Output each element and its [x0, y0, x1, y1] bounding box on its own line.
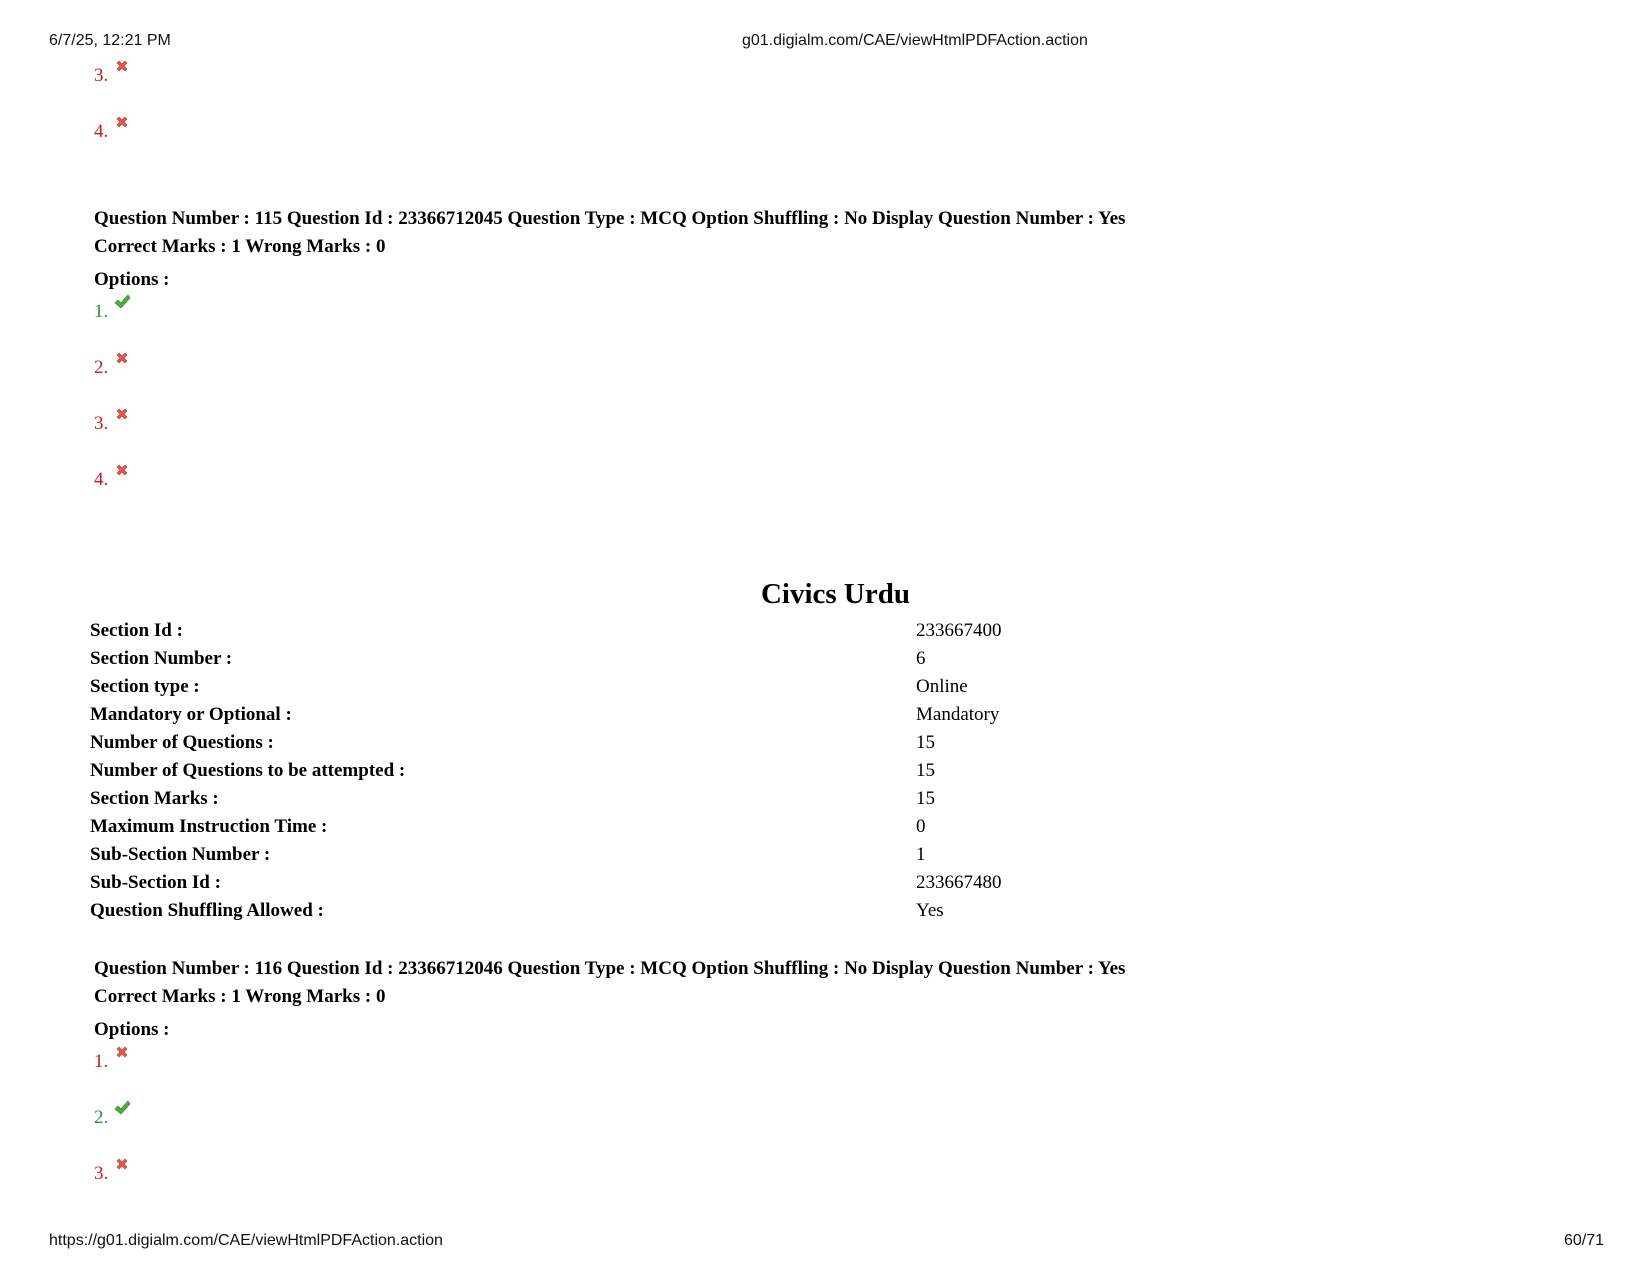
- question-115-option-2: [94, 357, 131, 379]
- section-marks-label: Section Marks :: [90, 788, 219, 809]
- option-number: 3.: [94, 65, 109, 86]
- section-marks-value: 15: [916, 788, 935, 809]
- question-116-marks: Correct Marks : 1 Wrong Marks : 0: [94, 986, 386, 1007]
- question-115-option-1: [94, 301, 131, 323]
- cross-icon: [113, 57, 131, 75]
- option-number: 1.: [94, 301, 109, 322]
- option-number: 2.: [94, 1107, 109, 1128]
- questions-attempted-label: Number of Questions to be attempted :: [90, 760, 406, 781]
- question-115-option-4: [94, 469, 131, 491]
- instruction-time-label: Maximum Instruction Time :: [90, 816, 328, 837]
- question-115-options-label: Options :: [94, 269, 170, 290]
- section-type-value: Online: [916, 676, 968, 697]
- cross-icon: [113, 461, 131, 479]
- option-number: 2.: [94, 357, 109, 378]
- questions-attempted-value: 15: [916, 760, 935, 781]
- print-datetime: 6/7/25, 12:21 PM: [49, 32, 171, 49]
- section-number-label: Section Number :: [90, 648, 233, 669]
- print-footer-url: https://g01.digialm.com/CAE/viewHtmlPDFAction.action: [49, 1232, 443, 1249]
- sub-section-id-value: 233667480: [916, 872, 1002, 893]
- section-id-label: Section Id :: [90, 620, 183, 641]
- mandatory-value: Mandatory: [916, 704, 1000, 725]
- number-of-questions-value: 15: [916, 732, 935, 753]
- question-116-option-1: [94, 1051, 131, 1073]
- option-number: 4.: [94, 469, 109, 490]
- section-type-label: Section type :: [90, 676, 200, 697]
- check-icon: [113, 293, 131, 311]
- sub-section-id-label: Sub-Section Id :: [90, 872, 221, 893]
- question-115-marks: Correct Marks : 1 Wrong Marks : 0: [94, 236, 386, 257]
- page-number: 60/71: [1564, 1232, 1605, 1249]
- question-shuffling-value: Yes: [916, 900, 944, 921]
- cross-icon: [113, 1043, 131, 1061]
- sub-section-number-value: 1: [916, 844, 926, 865]
- check-icon: [113, 1099, 131, 1117]
- question-115-info: Question Number : 115 Question Id : 23366712045 Question Type : MCQ Option Shuffling : No Display Question Number : Yes: [94, 208, 1126, 229]
- option-number: 4.: [94, 121, 109, 142]
- instruction-time-value: 0: [916, 816, 926, 837]
- prev-option-4: [94, 121, 131, 143]
- sub-section-number-label: Sub-Section Number :: [90, 844, 271, 865]
- print-header-url: g01.digialm.com/CAE/viewHtmlPDFAction.action: [742, 32, 1088, 49]
- mandatory-label: Mandatory or Optional :: [90, 704, 292, 725]
- question-116-info: Question Number : 116 Question Id : 23366712046 Question Type : MCQ Option Shuffling : No Display Question Number : Yes: [94, 958, 1126, 979]
- question-115-option-3: [94, 413, 131, 435]
- option-number: 3.: [94, 1163, 109, 1184]
- question-shuffling-label: Question Shuffling Allowed :: [90, 900, 324, 921]
- question-116-option-2: [94, 1107, 131, 1129]
- cross-icon: [113, 405, 131, 423]
- section-title: Civics Urdu: [760, 578, 911, 610]
- option-number: 1.: [94, 1051, 109, 1072]
- prev-option-3: [94, 65, 131, 87]
- cross-icon: [113, 1155, 131, 1173]
- option-number: 3.: [94, 413, 109, 434]
- cross-icon: [113, 113, 131, 131]
- question-116-option-3: [94, 1163, 131, 1185]
- cross-icon: [113, 349, 131, 367]
- section-number-value: 6: [916, 648, 926, 669]
- question-116-options-label: Options :: [94, 1019, 170, 1040]
- section-id-value: 233667400: [916, 620, 1002, 641]
- number-of-questions-label: Number of Questions :: [90, 732, 274, 753]
